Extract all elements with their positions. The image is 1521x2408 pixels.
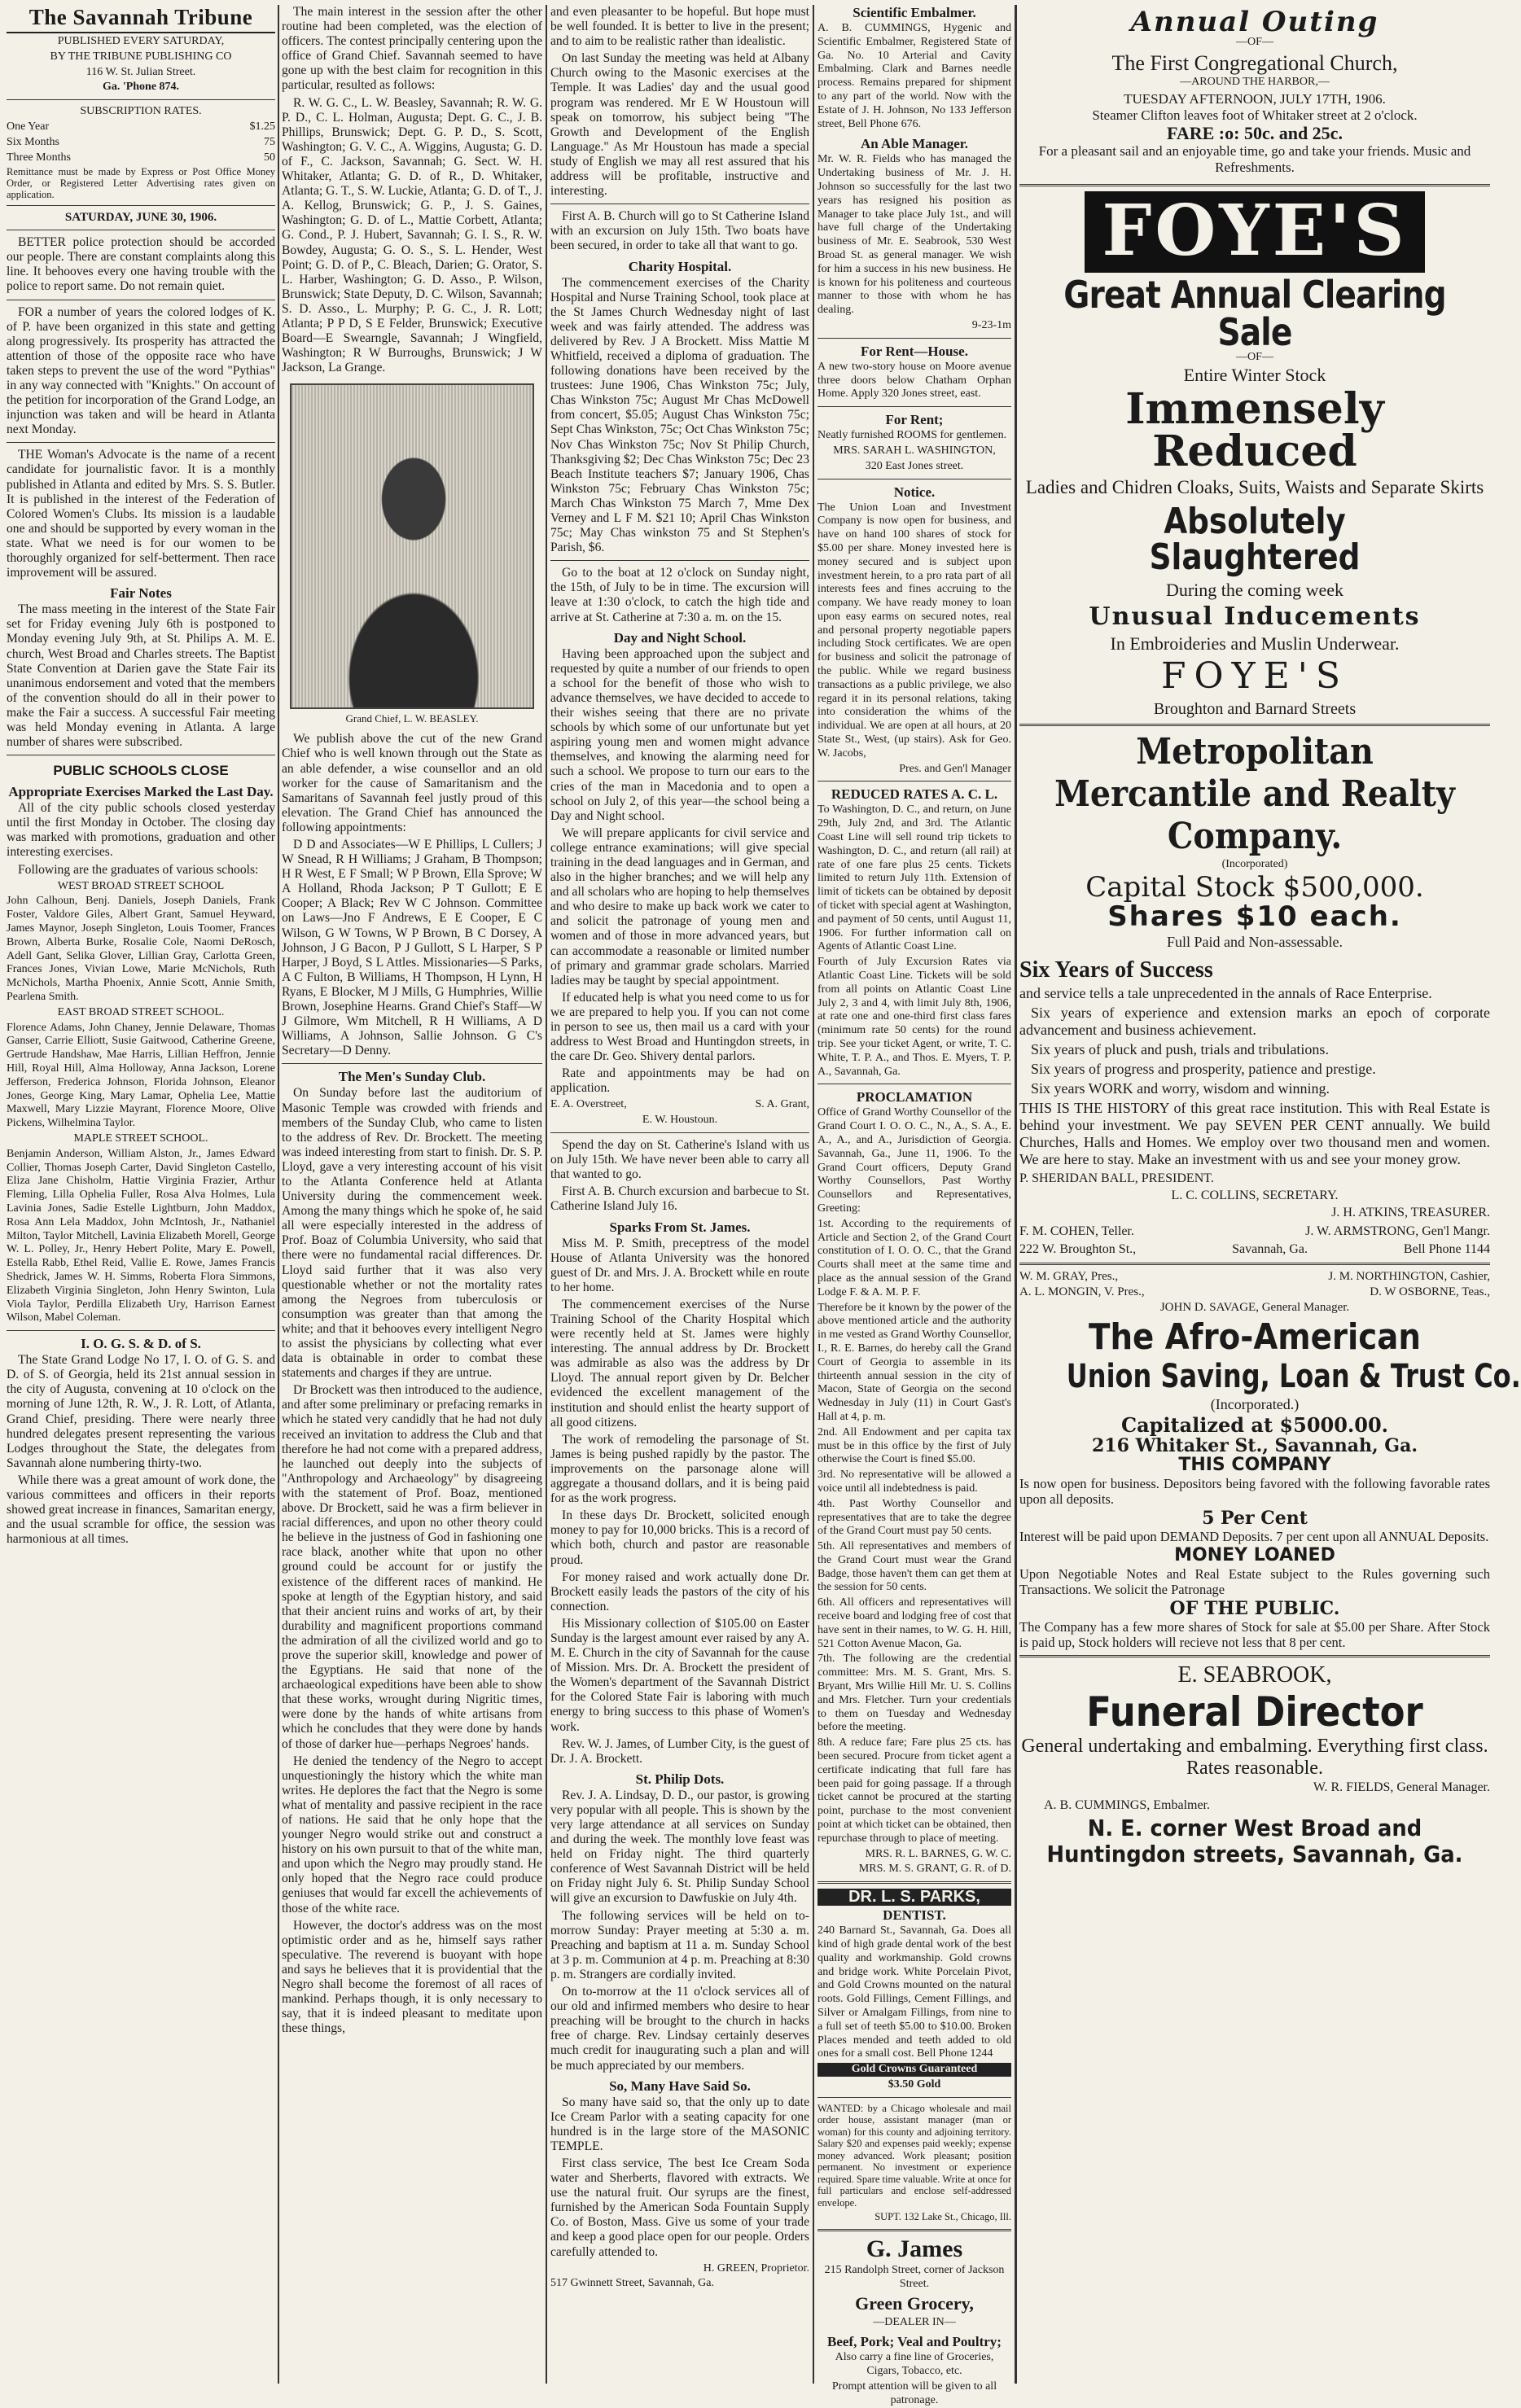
foyes-name: FOYE'S (1160, 655, 1348, 698)
rate-row: Six Months 75 (7, 135, 275, 148)
metro-capital: Capital Stock $500,000. (1085, 871, 1424, 904)
foyes-reduced: Immensely Reduced (1125, 384, 1384, 477)
metro-body: and service tells a tale unprecedented in the annals of Race Enterprise. (1019, 985, 1432, 1002)
grocer-attention: Prompt attention will be given to all patronage. (831, 2380, 997, 2406)
wanted-signature: SUPT. 132 Lake St., Chicago, Ill. (874, 2211, 1011, 2223)
philip-body: The following services will be held on to-morrow Sunday: Prayer meeting at 5:30 a. m. Preaching and baptism at 11 a. m. Sunday School at 3 p. m. Communion at 4 p. m. Preaching at 8:30 p. m. Strangers are cordially invited. (550, 1908, 809, 1981)
school-body: We will prepare applicants for civil service and college entrance examinations; will give special training in the dead languages and in German, and also in the higher branches; and we will help any and all scholars who are hoping to help themselves and who desire to make up back work we cater to and solicit the patronage of young men and women and of those in more advanced years, but can accommodate a reasonable or limited number of primary and grammar grade scholars. Married ladies may be taught by special appointment. (550, 825, 809, 987)
dentist-price: $3.50 Gold (888, 2077, 941, 2091)
philip-body: Rev. J. A. Lindsay, D. D., our pastor, is growing very popular with all people. This is shown by the very large attendance at all services on Sunday and during the week. The monthly love feast was held on Friday night. The third quarterly conference of West Savannah District will be held on Friday night July 6. St. Philip Sunday School will give an excursion to Dawfuskie on July 4th. (550, 1788, 809, 1906)
rent-rooms-address: 320 East Jones street. (865, 459, 964, 472)
rates-body: To Washington, D. C., and return, on June 29th, July 2nd, and 3rd. The Atlantic Coast Line will sell round trip tickets to Washington, D. C., and return (all rail) at rate of one fare plus 25 cents. Tickets limited to return July 11th. Extension of limit of tickets can be obtained by deposit of ticket with special agent at Washington, and payment of 50 cents, until August 11, 1906. For further information call on Agents of Atlantic Coast Line. (817, 803, 1011, 953)
pub-line: BY THE TRIBUNE PUBLISHING CO (50, 50, 232, 63)
subscription-heading: SUBSCRIPTION RATES. (80, 105, 202, 118)
schools-body: Following are the graduates of various schools: (18, 862, 259, 877)
notice-body: The Union Loan and Investment Company is now open for business, and have on hand 100 shares of stock for $5.00 per share. Money invested here is money secured and is subject upon investment herein, to a pro rata part of all interests fees and fines accruing to the company. We have ready money to loan upon easy earms on secured notes, real and personal property negotiable papers including Stock certificates. We are open for business and solicit the patronage of the public. While we regard business transactions as a public privilege, we also regard it in its personal relations, taking into consideration the whims of the individual. We are open at all hours, at 20 State St., West, (up stairs). Ask for Geo. W. Jacobs, (817, 501, 1011, 760)
metro-paid: Full Paid and Non-assessable. (1167, 934, 1343, 951)
sparks-body: His Missionary collection of $105.00 on Easter Sunday is the largest amount ever raised by any A. M. E. Church in the city of Savannah for the cause of Mission. Mrs. Dr. A. Brockett the president of the Women's department of the Savannah District for the Colored State Fair is laboring with much energy to bring success to this phase of Women's work. (550, 1616, 809, 1734)
mens-club-body: On Sunday before last the auditorium of Masonic Temple was crowded with friends and members of the Sunday Club, who came to listen to the address of Rev. Dr. Brockett. The meeting was indeed interesting from start to finish. Dr. S. P. Lloyd, gave a very interesting account of his visit to the Atlanta Conference held at Atlanta University during the commencement week. Among the many things which he spoke of, he said all were especially interested in the address of Prof. Boaz of Columbia University, who said that there were no fundamental racial differences. Dr. Lloyd said further that it was also very questionable whether or not the mortality rates among the Negroes from tuberculosis or consumption was greater than that among the white; and that it behooves every intelligent Negro to assist the physicians by collecting what ever data is obtainable in order to combat these statements and charges if they are untrue. (282, 1086, 542, 1381)
proclamation-signature: MRS. M. S. GRANT, G. R. of D. (858, 1863, 1011, 1876)
proclamation-body: 6th. All officers and representatives will receive board and lodging free of cost that have sent in their names, to W. G. H. Hill, 521 Cotton Avenue Macon, Ga. (817, 1596, 1011, 1650)
afro-officer: JOHN D. SAVAGE, General Manager. (1159, 1300, 1350, 1314)
foyes-unusual: Unusual Inducements (1089, 602, 1421, 632)
graduates-list: John Calhoun, Benj. Daniels, Joseph Daniels, Frank Foster, Valdore Giles, Albert Grant, Samuel Heyward, James Maynor, Joseph Singleton, Louis Toomer, Frances Brown, Alberta Burke, Rosalie Cole, Naomi DeRosch, Adell Gant, Selika Glover, Lillian Gray, Carlotta Green, Frances Jones, Vivian Lowe, Marie McNichols, Ruth McNichols, Martha Phoenix, Annie Scott, Annie Smith, Pearlena Smith. (7, 895, 275, 1004)
embalmer-body: A. B. CUMMINGS, Hygenic and Scientific Embalmer, Registered State of Ga. No. 10 Arterial and Cavity Embalming. Clark and Barnes needle process. Remains prepared for shipment to any part of the world. Now with the Estate of J. H. Johnson, No 133 Jefferson street, Bell Phone 676. (817, 22, 1011, 130)
column-rule (546, 5, 547, 2384)
foyes-slaughtered: Absolutely Slaughtered (1149, 501, 1361, 579)
metro-list-item: Six years of progress and prosperity, patience and prestige. (1031, 1061, 1376, 1078)
metro-officer: L. C. COLLINS, SECRETARY. (1171, 1189, 1339, 1203)
boat-note: Go to the boat at 12 o'clock on Sunday night, the 15th, of July to be in time. The excursion will leave at 1:30 o'clock, to catch the high tide and arrive at St. Catherine at 7:30 a. m. on the 15. (550, 566, 809, 624)
excursion-note: First A. B. Church will go to St Catherine Island with an excursion on July 15th. Two boats have been secured, in order to take all that want to go. (550, 209, 809, 253)
outing-ad (1019, 5, 1490, 179)
rent-rooms-heading: For Rent; (885, 412, 944, 428)
editorial-kp: FOR a number of years the colored lodges of K. of P. have been organized in this state and getting along progressively. Its prosperity has attracted the attention of those of the opposite race who have taken steps to prevent the use of the word "Pythias" in any way connected with "Knights." On account of the petition for incorporation of the Grand Lodge, an injunction was taken and will be heard in Atlanta next Monday. (7, 304, 275, 437)
afro-title2: Union Saving, Loan & Trust Co. (1066, 1357, 1521, 1395)
afro-money: MONEY LOANED (1174, 1544, 1335, 1565)
proclamation-body: 3rd. No representative will be allowed a voice until all indebtedness is paid. (817, 1469, 1011, 1495)
grocer-address: 215 Randolph Street, corner of Jackson Street. (824, 2264, 1005, 2290)
dentist-name: DR. L. S. PARKS, (817, 1889, 1011, 1906)
rates-heading: REDUCED RATES A. C. L. (831, 786, 998, 803)
grand-chief-portrait (290, 383, 534, 709)
foyes-embroideries: In Embroideries and Muslin Underwear. (1110, 633, 1400, 655)
pub-line: PUBLISHED EVERY SATURDAY, (57, 35, 225, 47)
foyes-address: Broughton and Barnard Streets (1153, 700, 1357, 719)
graduates-list: Florence Adams, John Chaney, Jennie Delaware, Thomas Ganser, Carrie Elliott, Susie Gaitwood, Catherine Greene, Gertrude Handshaw, Mae Harris, Lillian Heffron, Jennie Hill, Royal Hill, Alma Holloway, Anna Jackson, Lorene Jefferson, Frederica Johnson, Florida Johnson, Eleanor Jones, George King, Mary Lamar, Ophelia Lee, Mattie Maxwell, Mary Lizzie Mayrant, Florence Moore, Olive Pickens, Wilhelmina Taylor. (7, 1021, 275, 1130)
rent-rooms-body: Neatly furnished ROOMS for gentlemen. (817, 429, 1007, 442)
grocer-headline: Green Grocery, (855, 2292, 974, 2314)
so-many-heading: So, Many Have Said So. (609, 2077, 751, 2094)
proclamation-body: 7th. The following are the credential committee: Mrs. M. S. Grant, Mrs. S. Bryant, Mrs Willie Hill Mr. U. S. Collins and Mrs. Fletcher. Turn your credentials to them on Tuesday and Wednesday before the meeting. (817, 1653, 1011, 1734)
afro-officers-row: W. M. GRAY, Pres., J. M. NORTHINGTON, Cashier, (1019, 1270, 1490, 1284)
charity-body: The commencement exercises of the Charity Hospital and Nurse Training School, took place at the St James Church Wednesday night of last week and was fairly attended. The address was delivered by Rev. J A Brockett. Miss Mattie M Whitfield, received a diploma of graduation. The following donations have been received by the trustees: June 1906, Chas Winkston 75c; July, Chas Winkston 75c; August Mr Chas McDowell from concert, $5.05; August Chas Winkston 75c; Sept Chas Winkston, 75c; Oct Chas Winkston 75c; Nov Chas Winkston 75c; Nov St Philip Church, Thanksgiving $2; Dec Chas Winkston 75c; Dec 23 Beach Institute teachers $7; January 1906, Chas Winkston 75c; February Chas Winkston 75c; March Chas Winkston 75 March 7, Mme Dex Verney and L F M. $21 10; April Chas Winkston 75c; May Chas winkston 75 and St Stephen's Parish, $6. (550, 275, 809, 555)
metro-incorporated: (Incorporated) (1221, 858, 1288, 871)
column-4 (817, 5, 1011, 2406)
rates-body: Fourth of July Excursion Rates via Atlantic Coast Line. Tickets will be sold from all points on Atlantic Coast Line July 2, 3 and 4, with limit July 8th, 1906, at rate one and one-third first class fares (minimum rate 50 cents) for the round trip. See your ticket Agent, or write, T. C. White, T. P. A., and Thos. E. Myers, T. P. A., Savannah, Ga. (817, 956, 1011, 1078)
proclamation-body: 4th. Past Worthy Counsellor and representatives that are to take the degree of the Grand Court must pay 50 cents. (817, 1497, 1011, 1538)
proclamation-body: 8th. A reduce fare; Fare plus 25 cts. has been secured. Procure from ticket agent a certificate indicating that full fare has been paid for going passage. If a through ticket cannot be procured at the starting point, purchase to the most convenient point at which ticket can be obtained, then repurchase through to place of meeting. (817, 1736, 1011, 1845)
pub-line: 116 W. St. Julian Street. (85, 65, 196, 78)
proprietor-address: 517 Gwinnett Street, Savannah, Ga. (550, 2277, 715, 2290)
school-body: Rate and appointments may be had on application. (550, 1066, 809, 1096)
notice-signature: Pres. and Gen'l Manager (899, 762, 1011, 775)
metro-shares: Shares $10 each. (1107, 900, 1402, 934)
afro-capital: Capitalized at $5000.00. (1120, 1412, 1389, 1437)
proclamation-body: 5th. All representatives and members of the Grand Court must wear the Grand Badge, those haven't them can get them at the session for 50 cents. (817, 1540, 1011, 1594)
fair-notes-heading: Fair Notes (110, 585, 172, 602)
proprietor: H. GREEN, Proprietor. (703, 2261, 809, 2274)
column-rule (813, 5, 814, 2384)
grocer-name: G. James (866, 2235, 963, 2263)
outing-sub: —AROUND THE HARBOR,— (1180, 75, 1330, 88)
afro-body: Interest will be paid upon DEMAND Deposits. 7 per cent upon all ANNUAL Deposits. (1019, 1528, 1489, 1544)
so-many-body: So many have said so, that the only up to date Ice Cream Parlor with a seating capacity for one hundred is in the large store of the MASONIC TEMPLE. (550, 2095, 809, 2153)
graduates-list: Benjamin Anderson, William Alston, Jr., James Edward Collier, Thomas Joseph Carter, David Singleton Castello, Eliza Jane Chisholm, Hattie Virginia Frazier, Arthur Fleming, Lilla Ophelia Fuller, Rosa Alva Holmes, Lula Lavinia Jones, Sadie Estelle Lightburn, John Maddox, Rosa Ann Lela Maddox, John McIntosh, Jr., Nathaniel Milton, Taylor Mitchell, Lavinia Elizabeth Morell, George W. L. Polley, Jr., Henry Hebert Polite, Mary E. Powell, Estella Rabb, Ethel Reid, Vallie E. Rowe, James Francis Shedrick, James W. H. Simms, Roberta Flora Simmons, Elizabeth Virginia Singleton, John Henry Swinton, Lula Viola Taylor, Perdilla Elizabeth Ury, Harrison Earnest Wilson, Mabel Coleman. (7, 1147, 275, 1324)
rent-rooms-contact: MRS. SARAH L. WASHINGTON, (833, 444, 996, 457)
afro-title: The Afro-American (1089, 1316, 1421, 1358)
sparks-body: Rev. W. J. James, of Lumber City, is the guest of Dr. J. A. Brockett. (550, 1736, 809, 1766)
afro-body: Is now open for business. Depositors being favored with the following favorable rates upon all deposits. (1019, 1475, 1490, 1507)
column-1 (7, 5, 275, 2386)
philip-heading: St. Philip Dots. (635, 1771, 725, 1787)
afro-body: Upon Negotiable Notes and Real Estate subject to the Rules governing such Transactions. We solicit the Patronage (1019, 1565, 1490, 1597)
outing-of: —OF— (1236, 36, 1273, 48)
proclamation-body: Therefore be it known by the power of the above mentioned article and the authority in me vested as Grand Worthy Counsellor, I., R. E. Barnes, do hereby call the Grand Court of Georgia to assemble in its thirteenth annual session in the city of Macon, State of Georgia on the second Wednesday in July (11) in Court Gast's Hall at 4, p. m. (817, 1301, 1011, 1423)
outing-fare: FARE :o: 50c. and 25c. (1167, 122, 1343, 143)
metro-officer: P. SHERIDAN BALL, PRESIDENT. (1019, 1171, 1214, 1186)
foyes-sale: Great Annual Clearing Sale (1063, 272, 1446, 354)
column-3 (550, 5, 809, 2386)
afro-american-ad (1019, 1270, 1521, 1650)
rent-house-body: A new two-story house on Moore avenue three doors below Chatham Orphan Home. Apply 320 Jones street, east. (817, 360, 1011, 401)
seabrook-embalmer: A. B. CUMMINGS, Embalmer. (1044, 1797, 1210, 1812)
school-body: Having been approached upon the subject and requested by quite a number of our friends to open a school for the benefit of those who wish to advance themselves, we have decided to accede to their wishes seeing that there are no private schools by which some of our unfortunate but yet aspiring young men and women might advance themselves, and knowing the alarming need for such a school. We propose to turn our ears to the cries of the man in Macedonia and to open a school on July 2, of this year—the school being a Day and Night school. (550, 646, 809, 823)
metro-history: THIS IS THE HISTORY of this great race institution. This with Real Estate is behind your investment. We pay SEVEN PER CENT annually. We build Churches, Halls and Homes. We employ over two thousand men and women. We are here to stay. Make an investment with us and see your money grow. (1019, 1100, 1490, 1168)
metro-title: Metropolitan Mercantile and Realty Company. (1054, 731, 1455, 858)
manager-body: Mr. W. R. Fields who has managed the Undertaking business of Mr. J. H. Johnson so successfully for the last two years has resigned his position as Manager to take place July 1st., and will have full charge of the Undertaking business of Mr. E. Seabrook, 530 West Broad St. as general manager. We wish for him a success in his new business. He is known for his politeness and courteous manner to those with whom he has dealing. (817, 153, 1011, 317)
metropolitan-ad (1019, 731, 1490, 1258)
rate-row: One Year $1.25 (7, 120, 275, 133)
dateline: SATURDAY, JUNE 30, 1906. (64, 211, 217, 225)
day-night-school-heading: Day and Night School. (613, 629, 747, 646)
seabrook-address: N. E. corner West Broad and Huntingdon streets, Savannah, Ga. (1046, 1814, 1463, 1867)
so-many-body: First class service, The best Ice Cream Soda water and Sherberts, flavored with extracts. We use the natural fruit. Our syrups are the finest, furnished by the American Soda Fountain Supply Co. of Boston, Mass. Give us some of your trade and keep a good place open for our people. Orders carefully attended to. (550, 2156, 809, 2259)
afro-address: 216 Whitaker St., Savannah, Ga. (1091, 1434, 1418, 1456)
sparks-body: Miss M. P. Smith, preceptress of the model House of Atlanta University was the honored guest of Dr. and Mrs. J. A. Brockett while en route to her home. (550, 1236, 809, 1294)
afro-body: The Company has a few more shares of Stock for sale at $5.00 per Share. After Stock is paid up, Stock holders will recieve not less that 8 per cent. (1019, 1618, 1490, 1650)
manager-heading: An Able Manager. (860, 136, 969, 152)
foyes-logo: FOYE'S (1085, 191, 1425, 273)
mens-club-body: Dr Brockett was then introduced to the audience, and after some preliminary or prefacing remarks in which he stated very candidly that he had not duly received an invitation to address the Club and that therefore he had not come with a prepared address, he launched out deeply into the subjects of "Anthropology and Archaeology" by disagreeing with the statement of Prof. Boaz, mentioned above. Dr Brockett, said he was a firm believer in racial differences, and upon no other theory could he believe in the justness of God in fashioning one race black, another white that upon no other ground could be account for or justify the existence of the different races of mankind. He spoke at length of the Egyptian history, and said that their ancient ruins and works of art, by their durability and magnificent proportions command the admiration of all the civilized world and go to prove the superior skill, knowledge and power of the Egyptians. He said that none of the archaeological expeditions have been able to show that these works, wrought during Nigritic times, were done by the hands of white artisans from which he concludes that they were done by hands of those of darker hue—perhaps Negroes' hands. (282, 1383, 542, 1751)
school-heading: EAST BROAD STREET SCHOOL. (57, 1005, 225, 1018)
proclamation-body: 1st. According to the requirements of Article and Section 2, of the Grand Court constitution of I. O. O. C., that the Grand Courts shall meet at the same time and place as the annual session of the Grand Lodge F. & A. M. P. F. (817, 1217, 1011, 1298)
election-intro: The main interest in the session after the other routine had been completed, was the election of officers. The contest principally centering upon the office of Grand Chief. Savannah seemed to have gone up with the best claim for recognition in this particular, resulted as follows: (282, 5, 542, 93)
school-heading: MAPLE STREET SCHOOL. (73, 1132, 208, 1145)
metro-list-item: Six years of experience and extension marks an epoch of corporate advancement and business achievement. (1019, 1005, 1490, 1039)
mens-club-body: However, the doctor's address was on the most optimistic order and as he, himself says rather speculative. The reverend is buoyant with hope and says he believes that it is providential that the Negro shall become the foremost of all races of mankind. Perhaps though, it is only necessary to say, that it is indeed pleasant to meditate upon these things, (282, 1918, 542, 2036)
metro-officers-row: F. M. COHEN, Teller. J. W. ARMSTRONG, Gen'l Mangr. (1019, 1224, 1490, 1239)
iog-body: While there was a great amount of work done, the various committees and officers in their reports showed great increase in finances, Samaritan energy, and the usual scramble for office, the session was harmonious at all times. (7, 1473, 275, 1547)
schools-subheading: Appropriate Exercises Marked the Last Day. (8, 784, 274, 800)
sparks-heading: Sparks From St. James. (609, 1219, 751, 1235)
sparks-body: The commencement exercises of the Nurse Training School of the Charity Hospital which were recently held at St. James were highly interesting. The annual address by Dr. Brockett was admirable as also was the address by Dr Lloyd. The annual report given by Dr. Belcher evidenced the excellent management of the institution and should enlist the hearty support of all good citizens. (550, 1297, 809, 1429)
column-rule (1015, 5, 1017, 2384)
metro-address-row: 222 W. Broughton St., Savannah, Ga. Bell Phone 1144 (1019, 1242, 1490, 1257)
seabrook-name: E. SEABROOK, (1177, 1662, 1332, 1688)
dentist-guarantee: Gold Crowns Guaranteed (817, 2063, 1011, 2077)
club-continued: and even pleasanter to be hopeful. But hope must be well founded. It is better to live in the present; and to aim to be realistic rather than idealistic. (550, 5, 809, 49)
notice-heading: Notice. (893, 484, 936, 500)
metro-list-item: Six years WORK and worry, wisdom and winning. (1031, 1080, 1330, 1097)
embalmer-heading: Scientific Embalmer. (853, 5, 976, 20)
pub-line: Ga. 'Phone 874. (102, 81, 180, 94)
sparks-body: In these days Dr. Brockett, solicited enough money to pay for 10,000 bricks. This is a record of which both, church and pastor are reasonable proud. (550, 1508, 809, 1567)
seabrook-body: General undertaking and embalming. Everything first class. Rates reasonable. (1021, 1735, 1488, 1779)
dentist-title: DENTIST. (883, 1907, 946, 1924)
grocer-more: Also carry a fine line of Groceries, Cigars, Tobacco, etc. (835, 2351, 994, 2378)
grocer-items: Beef, Pork; Veal and Poultry; (827, 2334, 1002, 2350)
wanted-ad: WANTED: by a Chicago wholesale and mail order house, assistant manager (man or woman) for this county and adjoining territory. Salary $20 and expenses paid weekly; expense money advanced. Work pleasant; position permanent. No investment or experience required. Spare time valuable. Write at once for full particulars and enclose self-addressed envelope. (817, 2102, 1011, 2209)
outing-more: For a pleasant sail and an enjoyable time, go and take your friends. Music and Refreshments. (1038, 142, 1471, 175)
remittance-note: Remittance must be made by Express or Post Office Money Order, or Registered Letter Advertising rates given on application. (7, 166, 275, 201)
proclamation-signature: MRS. R. L. BARNES, G. W. C. (865, 1847, 1011, 1860)
barbecue-note: First A. B. Church excursion and barbecue to St. Catherine Island July 16. (550, 1184, 809, 1214)
foyes-of: —OF— (1236, 350, 1273, 363)
schools-heading: PUBLIC SCHOOLS CLOSE (53, 763, 229, 779)
foyes-items: Ladies and Chidren Cloaks, Suits, Waists and Separate Skirts (1025, 477, 1484, 498)
afro-rate: 5 Per Cent (1202, 1507, 1308, 1529)
proclamation-heading: PROCLAMATION (856, 1089, 973, 1105)
appointments-list: D D and Associates—W E Phillips, L Cullers; J W Snead, R H Williams; J Graham, B Thompson; H R West, E F Small; W P Brown, Ella Sprove; W A Holland, Rhoda Jackson; P T Gullott; E E Cooper; A Black; Rev W C Johnson. Committee on Laws—Jno F Andrews, E E Cooper, E C Wilson, G W Towns, W P Brown, B C Dorsey, A Johnson, J G Bacon, P J Gullott, S L Harper, S P Harper, J Boyd, S L Attles. Missionaries—S Parks, A C Fulton, B Williams, H Thompson, H Lynn, H Ryans, E Blocker, M J Mills, G Humphries, Willie Brown, Josephine Hearns. Grand Chief's Staff—W J Gilmore, Wm Mitchell, R H Williams, A D Williams, A Johnson, Sallie Johnson. G C's Secretary—D Denny. (282, 838, 542, 1058)
afro-public: OF THE PUBLIC. (1169, 1597, 1340, 1619)
sparks-body: The work of remodeling the parsonage of St. James is being pushed rapidly by the pastor. The improvements on the parsonage alone will aggregate a thousand dollars, and it is being paid for as the work progress. (550, 1432, 809, 1506)
metro-list-item: Six years of pluck and push, trials and tribulations. (1031, 1041, 1329, 1058)
island-note: Spend the day on St. Catherine's Island with us on July 15th. We have never been able to carry all that wanted to go. (550, 1138, 809, 1182)
afro-company: THIS COMPANY (1178, 1454, 1331, 1475)
masthead: The Savannah Tribune (7, 5, 275, 33)
afro-officers-row: A. L. MONGIN, V. Pres., D. W OSBORNE, Teas., (1019, 1285, 1490, 1298)
iog-body: The State Grand Lodge No 17, I. O. of G. S. and D. of S. of Georgia, held its 21st annual session in the city of Augusta, convening at 10 o'clock on the morning of June 12th, R. W., J. R. Lott, of Atlanta, Grand Chief, presiding. There were nearly three hundred delegates present representing the various Lodges throughout the State, the delegates from Savannah alone numbering thirty-two. (7, 1353, 275, 1470)
grand-chief-article: We publish above the cut of the new Grand Chief who is well known through out the State as an able defender, a wise counsellor and an old worker for the cause of Samaritanism and the Samaritans of Savannah feel justly proud of this elevation. The Grand Chief has announced the following appointments: (282, 732, 542, 834)
proclamation-body: Office of Grand Worthy Counsellor of the Grand Court I. O. O. C., N., A., S. A., E. A., A., and A., Jurisdiction of Georgia. Savannah, Ga., June 11, 1906. To the Grand Court officers, Deputy Grand Worthy Counsellors, Past Worthy Counsellors and Representatives, Greeting: (817, 1106, 1011, 1215)
charity-heading: Charity Hospital. (628, 258, 732, 274)
foyes-week: During the coming week (1165, 580, 1344, 601)
rate-row: Three Months 50 (7, 151, 275, 164)
seabrook-ad (1019, 1662, 1490, 1867)
grocer-dealer: —DEALER IN— (873, 2315, 956, 2328)
dentist-body: 240 Barnard St., Savannah, Ga. Does all kind of high grade dental work of the best quality and workmanship. Gold crowns and bridge work. White Porcelain Pivot, and Gold Crowns mounted on the natural roots. Gold Fillings, Cement Fillings, and Silver or Amalgam Fillings, from nine to a full set of teeth $5.00 to $10.00. Broken Places mended and teeth added to old ones for a small cost. Bell Phone 1244 (817, 1924, 1011, 2060)
fair-notes-body: The mass meeting in the interest of the State Fair set for Friday evening July 6th is postponed to Monday evening July 9th, at St. Philips A. M. E. church, West Broad and Charles streets. The Baptist State Convention at Darien gave the State Fair its unanimous endorsement and voted that the members of the convention should do all in their power to make the Fair a success. A successful Fair meeting was held Monday evening in Atlanta. A large number of shares were subscribed. (7, 602, 275, 750)
portrait-caption: Grand Chief, L. W. BEASLEY. (345, 712, 479, 725)
school-body: If educated help is what you need come to us for we are prepared to help you. If you can not come in person to see us, then mail us a card with your address to West Broad and Huntingdon streets, in the care Dr. Geo. Shivery dental parlors. (550, 990, 809, 1064)
officers-list: R. W. G. C., L. W. Beasley, Savannah; R. W. G. P. D., C. L. Holman, Augusta; Dept. G. C., J. B. Phillips, Brunswick; Dept. G. P. D., S. Scott, Washington; G. V. C., A. Wiggins, Augusta; G. D. of F., C. Jackson, Savannah; G. Sect. W. H. Whitaker, Atlanta; G. D. of R., D. Whitaker, Atlanta; G. T., S. W. Luckie, Atlanta; G. D. of T., J. A. Kellog, Brunswick; G. P., J. S. Gaines, Washington; G. D. of L., Mattie Corbett, Atlanta; G. Cond., P. J. Hubert, Savannah; G. I. S., R. W. Bowdey, Augusta; G. O. S., S. L. Hender, West Point; G. D. of P., C. Bleach, Darien; G. Orator, S. L. Harber, Washington; G. D. Asso., P. Wilson, Brunswick; State Deputy, D. C. Wilson, Savannah; S. D. Asso., L. Murphy; P. G. C., J. R. Lott; Atlanta; P P D, S E Felder, Brunswick; Executive Board—E Swearngle, Savannah; J Wingfield, Washington; R W Burroughs, Brunswick; J W Jackson, La Grange. (282, 95, 542, 375)
editorial-womans-advocate: THE Woman's Advocate is the name of a recent candidate for journalistic favor. It is a monthly published in Atlanta and edited by Mrs. S. S. Butler. It is published in the interest of the Federation of Colored Women's Clubs. Its mission is a laudable one and should be supported by every woman in the state. What we need is for our women to be thoroughly organized for self-betterment. Then race improvement will be assured. (7, 448, 275, 580)
sparks-body: For money raised and work actually done Dr. Brockett easily leads the pastors of the city of his connection. (550, 1570, 809, 1613)
outing-title: Annual Outing (1130, 6, 1379, 38)
school-signature: E. W. Houstoun. (642, 1114, 718, 1127)
outing-date: TUESDAY AFTERNOON, JULY 17TH, 1906. (1124, 90, 1386, 107)
column-2 (282, 5, 542, 2386)
metro-six-years: Six Years of Success (1019, 957, 1213, 983)
seabrook-manager: W. R. FIELDS, General Manager. (1313, 1780, 1490, 1794)
outing-boat: Steamer Clifton leaves foot of Whitaker street at 2 o'clock. (1092, 107, 1418, 123)
proclamation-body: 2nd. All Endowment and per capita tax must be in this office by the first of July otherwise the Court is fined $5.00. (817, 1425, 1011, 1466)
mens-club-heading: The Men's Sunday Club. (338, 1069, 486, 1085)
manager-date: 9-23-1m (971, 318, 1011, 331)
column-rule (278, 5, 279, 2384)
column-5-ads (1019, 5, 1521, 2386)
afro-incorporated: (Incorporated.) (1210, 1395, 1300, 1412)
schools-body: All of the city public schools closed yesterday until the first Monday in October. The closing day was marked with promotions, graduation and other interesting exercises. (7, 801, 275, 860)
mens-club-body: He denied the tendency of the Negro to accept unquestioningly the history which the white man writes. He deplores the fact that the Negro is some what of mentality and passive recipient in the race of nations. He said that he only hope that the younger Negro would strike out and construct a history on his own pursuit to that of the white man, and upon which the Negro may proudly stand. He only hoped that the Negro race could produce geniuses that would far excell the achievements of those of the white race. (282, 1753, 542, 1915)
editorial-police: BETTER police protection should be accorded our people. There are constant complaints along this line. It behooves every one having trouble with the police to report same. Do not remain quiet. (7, 235, 275, 294)
rent-house-heading: For Rent—House. (861, 343, 968, 359)
club-continued: On last Sunday the meeting was held at Albany Church owing to the Masonic exercises at the Temple. It was Ladies' day and the usual good program was rendered. Mr E W Houstoun will speak on tomorrow, his subject being "The Growth and Development of the English Language." As Mr Houstoun has made a special study of English we may all rest assured that his address will be profitable, instructive and interesting. (550, 51, 809, 199)
philip-body: On to-morrow at the 11 o'clock services all of our old and infirmed members who desire to hear preaching will be brought to the church in hacks free of charge. Rev. Lindsay certainly deserves much credit for inaugurating such a plan and will be much appreciated by our members. (550, 1985, 809, 2073)
outing-church: The First Congregational Church, (1111, 50, 1398, 75)
foyes-stock: Entire Winter Stock (1183, 365, 1326, 386)
iog-heading: I. O. G. S. & D. of S. (81, 1336, 201, 1352)
school-heading: WEST BROAD STREET SCHOOL (57, 879, 225, 892)
seabrook-title: Funeral Director (1086, 1688, 1423, 1736)
metro-officer: J. H. ATKINS, TREASURER. (1331, 1206, 1490, 1220)
school-signatures: E. A. Overstreet, S. A. Grant, (550, 1098, 809, 1111)
foyes-ad (1019, 191, 1490, 720)
